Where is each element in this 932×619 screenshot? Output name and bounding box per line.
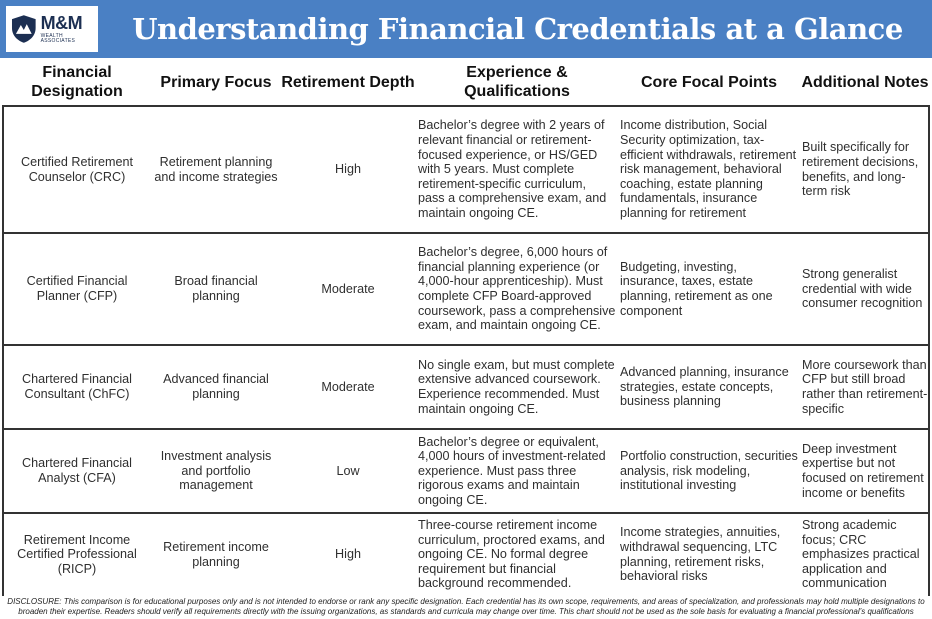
experience-cell: No single exam, but must complete extensive advanced coursework. Experience recommended. Must maintain ongoing CE.: [416, 345, 618, 429]
header-designation: Financial Designation: [2, 59, 152, 106]
notes-cell: Built specifically for retirement decisions, benefits, and long-term risk: [800, 106, 930, 233]
focus-cell: Retirement planning and income strategies: [152, 106, 280, 233]
experience-cell: Bachelor’s degree with 2 years of relevant financial or retirement-focused experience, or HS/GED with 5 years. Must complete retirement-specific curriculum, pass a comprehensive exam, and maintain ongoing CE.: [416, 106, 618, 233]
shield-logo-icon: [11, 14, 37, 44]
table-row: [2, 106, 930, 233]
designation-cell: Certified Financial Planner (CFP): [2, 233, 152, 345]
table-row: [2, 513, 930, 595]
table-row: [2, 345, 930, 429]
focus-cell: Broad financial planning: [152, 233, 280, 345]
logo-name: M&M: [40, 13, 83, 33]
header-experience: Experience & Qualifications: [416, 59, 618, 106]
title-banner: [0, 0, 932, 58]
focus-cell: Advanced financial planning: [152, 345, 280, 429]
depth-cell: High: [280, 106, 416, 233]
table-row: [2, 233, 930, 345]
focus-cell: Investment analysis and portfolio management: [152, 429, 280, 513]
company-logo: [6, 6, 98, 52]
designation-cell: Chartered Financial Consultant (ChFC): [2, 345, 152, 429]
depth-cell: Low: [280, 429, 416, 513]
focal-points-cell: Portfolio construction, securities analysis, risk modeling, institutional investing: [618, 429, 800, 513]
designation-cell: Certified Retirement Counselor (CRC): [2, 106, 152, 233]
table-row: [2, 429, 930, 513]
notes-cell: Strong academic focus; CRC emphasizes practical application and communication: [802, 518, 920, 591]
depth-cell: High: [335, 547, 361, 562]
experience-cell: Three-course retirement income curriculum, proctored exams, and ongoing CE. No formal degree requirement but financial background recommended.: [418, 518, 605, 591]
notes-cell: More coursework than CFP but still broad rather than retirement-specific: [800, 345, 930, 429]
page-title: Understanding Financial Credentials at a Glance: [132, 12, 903, 46]
header-focal-points: Core Focal Points: [618, 59, 800, 106]
focal-points-cell: Advanced planning, insurance strategies, estate concepts, business planning: [618, 345, 800, 429]
focus-cell: Retirement income planning: [163, 539, 269, 569]
credentials-table: [2, 59, 930, 595]
depth-cell: Moderate: [280, 345, 416, 429]
focal-points-cell: Income strategies, annuities, withdrawal sequencing, LTC planning, retirement risks, behavioral risks: [620, 525, 781, 584]
experience-cell: Bachelor’s degree, 6,000 hours of financial planning experience (or 4,000-hour apprenticeship). Must complete CFP Board-approved coursework, pass a comprehensive exam, and maintain ongoing CE.: [416, 233, 618, 345]
depth-cell: Moderate: [280, 233, 416, 345]
experience-cell: Bachelor’s degree or equivalent, 4,000 hours of investment-related experience. Must pass three rigorous exams and maintain ongoing CE.: [416, 429, 618, 513]
header-primary-focus: Primary Focus: [152, 59, 280, 106]
designation-cell: Chartered Financial Analyst (CFA): [2, 429, 152, 513]
focal-points-cell: Budgeting, investing, insurance, taxes, estate planning, retirement as one component: [618, 233, 800, 345]
focal-points-cell: Income distribution, Social Security optimization, tax-efficient withdrawals, retirement risk management, behavioral coaching, estate planning fundamentals, insurance planning for retirement: [618, 106, 800, 233]
table-header-row: [2, 59, 930, 106]
header-additional-notes: Additional Notes: [800, 59, 930, 106]
designation-cell: Retirement Income Certified Professional (RICP): [17, 532, 137, 576]
logo-subtitle: WEALTH ASSOCIATES: [40, 33, 76, 44]
notes-cell: Strong generalist credential with wide consumer recognition: [800, 233, 930, 345]
notes-cell: Deep investment expertise but not focused on retirement income or benefits: [800, 429, 930, 513]
header-retirement-depth: Retirement Depth: [280, 59, 416, 106]
disclosure-text: DISCLOSURE: This comparison is for educational purposes only and is not intended to endorse or rank any specific designation. Each credential has its own scope, requirements, and areas of specialization, and professionals may hold multiple designations to broaden their expertise. Readers should verify all requirements directly with the issuing organizations, as standards and curricula may change over time. This chart should not be used as the sole basis for evaluating a financial professional’s qualifications: [7, 597, 925, 616]
